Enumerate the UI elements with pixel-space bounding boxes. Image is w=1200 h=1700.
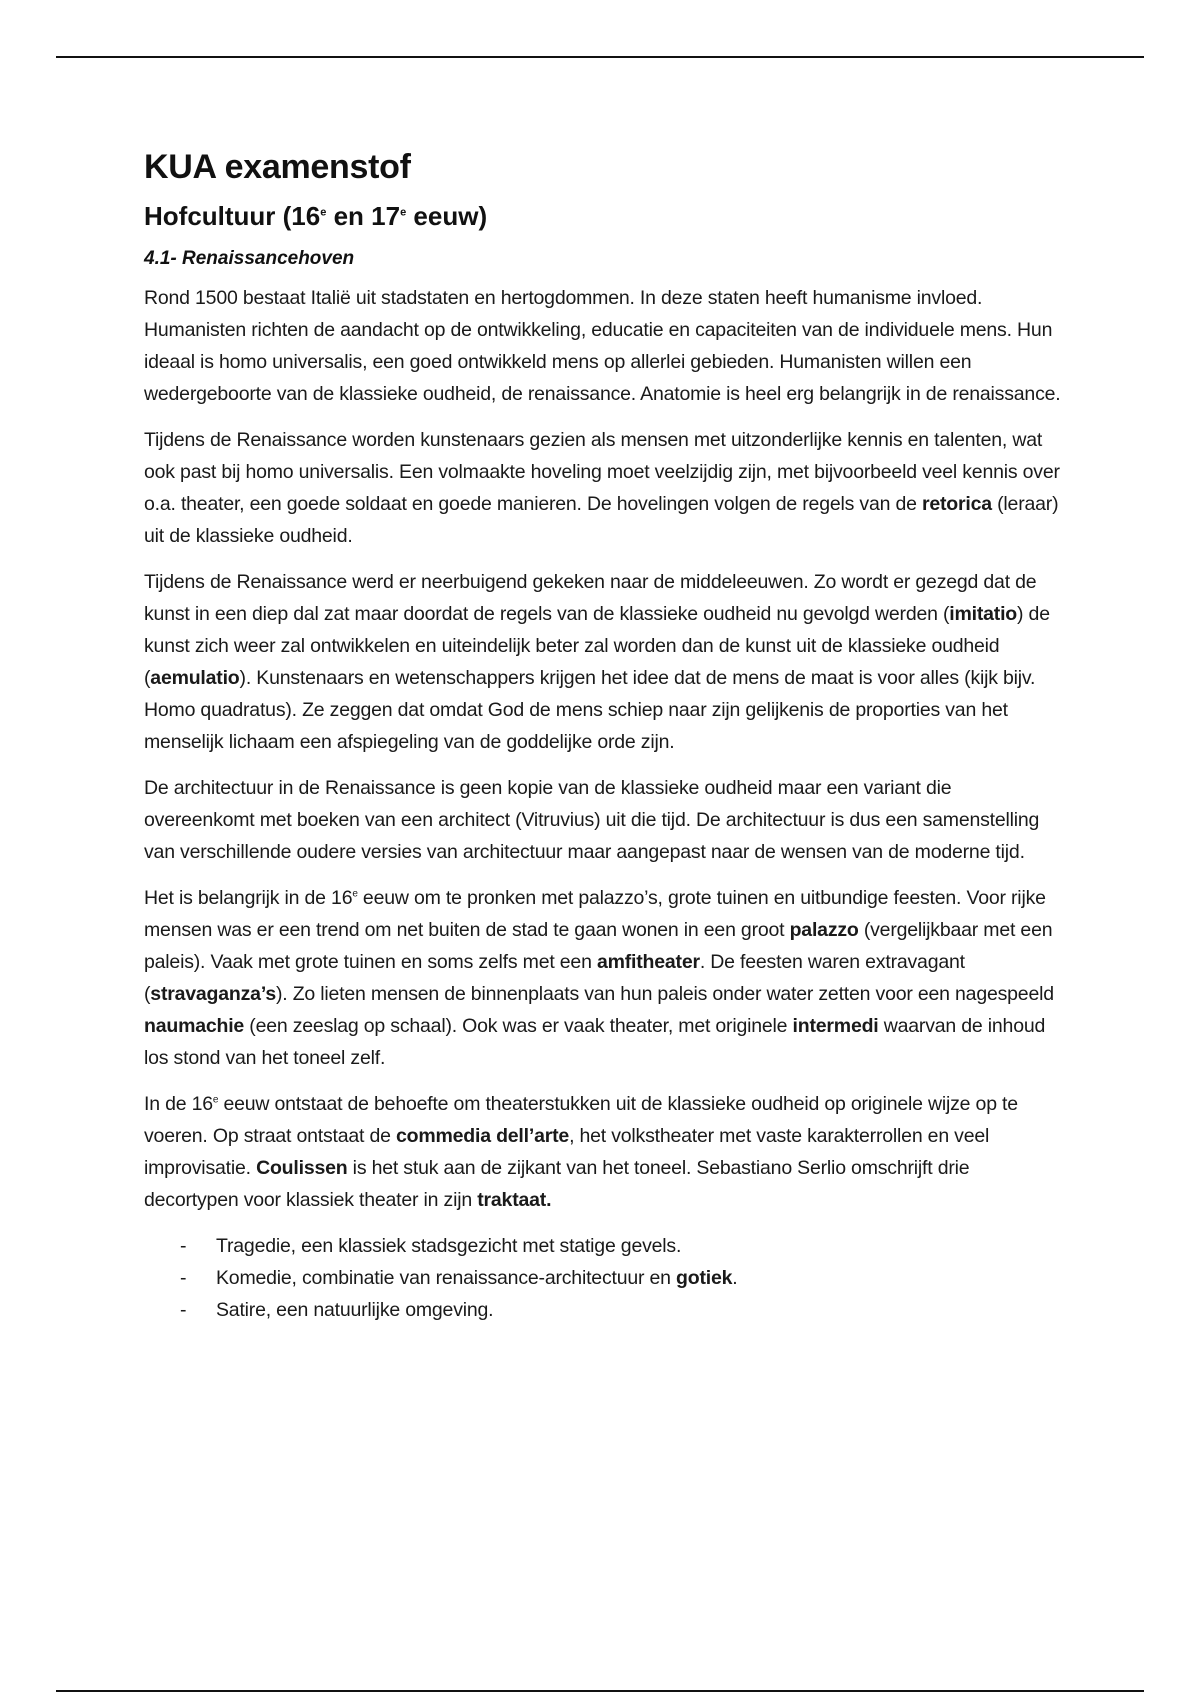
subsection-heading: 4.1- Renaissancehoven xyxy=(144,248,355,269)
section-title-part: Hofcultuur (16 xyxy=(144,201,321,231)
superscript: e xyxy=(400,206,407,219)
term-stravaganza: stravaganza’s xyxy=(150,983,276,1005)
header-rule xyxy=(56,56,1144,58)
term-naumachie: naumachie xyxy=(144,1015,245,1037)
term-amfitheater: amfitheater xyxy=(596,951,700,973)
list-item: - Satire, een natuurlijke omgeving. xyxy=(144,1294,1064,1326)
decor-types-list xyxy=(144,1230,1064,1326)
term-gotiek: gotiek xyxy=(676,1267,733,1289)
dash-bullet: - xyxy=(180,1299,187,1321)
term-palazzo: palazzo xyxy=(789,919,859,941)
section-heading xyxy=(144,201,1064,232)
paragraph-architecture: De architectuur in de Renaissance is geen kopie van de klassieke oudheid maar een variant die overeenkomt met boeken van een architect (Vitruvius) uit die tijd. De architectuur is dus een samenstelling van verschillende oudere versies van architectuur maar aangepast naar de wensen van de moderne tijd. xyxy=(144,777,1040,863)
term-imitatio: imitatio xyxy=(949,603,1018,625)
paragraph-theater: In de 16e eeuw ontstaat de behoefte om theaterstukken uit de klassieke oudheid op originele wijze op te voeren. Op straat ontstaat de commedia dell’arte, het volkstheater met vaste karakterrollen en veel improvisatie. Coulissen is het stuk aan de zijkant van het toneel. Sebastiano Serlio omschrijft drie decortypen voor klassiek theater in zijn traktaat. xyxy=(144,1093,1018,1211)
section-title-part: eeuw) xyxy=(406,201,488,231)
footer-rule xyxy=(56,1690,1144,1692)
superscript: e xyxy=(212,1094,219,1106)
list-item: - Tragedie, een klassiek stadsgezicht met statige gevels. xyxy=(144,1230,1064,1262)
term-retorica: retorica xyxy=(921,493,992,515)
superscript: e xyxy=(352,888,358,900)
paragraph-courtier: Tijdens de Renaissance worden kunstenaars gezien als mensen met uitzonderlijke kennis en talenten, wat ook past bij homo universalis. Een volmaakte hoveling moet veelzijdig zijn, met bijvoorbeeld veel kennis over o.a. theater, een goede soldaat en goede manieren. De hovelingen volgen de regels van de retorica (leraar) uit de klassieke oudheid. xyxy=(144,429,1060,547)
term-traktaat: traktaat. xyxy=(477,1189,552,1211)
term-commedia: commedia dell’arte xyxy=(396,1125,570,1147)
dash-bullet: - xyxy=(180,1267,187,1289)
document-page xyxy=(144,140,1064,1326)
document-title: KUA examenstof xyxy=(144,148,411,186)
term-coulissen: Coulissen xyxy=(256,1157,348,1179)
section-title-part: en 17 xyxy=(326,201,401,231)
term-aemulatio: aemulatio xyxy=(150,667,240,689)
list-item: - Komedie, combinatie van renaissance-architectuur en gotiek. xyxy=(144,1262,1064,1294)
paragraph-palazzo: Het is belangrijk in de 16e eeuw om te pronken met palazzo’s, grote tuinen en uitbundige feesten. Voor rijke mensen was er een trend om net buiten de stad te gaan wonen in een groot palazzo (vergelijkbaar met een paleis). Vaak met grote tuinen en soms zelfs met een amfitheater. De feesten waren extravagant (stravaganza’s). Zo lieten mensen de binnenplaats van hun paleis onder water zetten voor een nagespeeld naumachie (een zeeslag op schaal). Ook was er vaak theater, met originele intermedi waarvan de inhoud los stond van het toneel zelf. xyxy=(144,887,1054,1069)
paragraph-imitatio: Tijdens de Renaissance werd er neerbuigend gekeken naar de middeleeuwen. Zo wordt er gezegd dat de kunst in een diep dal zat maar doordat de regels van de klassieke oudheid nu gevolgd werden (imitatio) de kunst zich weer zal ontwikkelen en uiteindelijk beter zal worden dan de kunst uit de klassieke oudheid (aemulatio). Kunstenaars en wetenschappers krijgen het idee dat de mens de maat is voor alles (kijk bijv. Homo quadratus). Ze zeggen dat omdat God de mens schiep naar zijn gelijkenis de proporties van het menselijk lichaam een afspiegeling van de goddelijke orde zijn. xyxy=(144,571,1050,753)
dash-bullet: - xyxy=(180,1235,187,1257)
superscript: e xyxy=(320,206,327,219)
term-intermedi: intermedi xyxy=(792,1015,879,1037)
paragraph-humanism: Rond 1500 bestaat Italië uit stadstaten en hertogdommen. In deze staten heeft humanisme invloed. Humanisten richten de aandacht op de ontwikkeling, educatie en capaciteiten van de individuele mens. Hun ideaal is homo universalis, een goed ontwikkeld mens op allerlei gebieden. Humanisten willen een wedergeboorte van de klassieke oudheid, de renaissance. Anatomie is heel erg belangrijk in de renaissance. xyxy=(144,287,1061,405)
